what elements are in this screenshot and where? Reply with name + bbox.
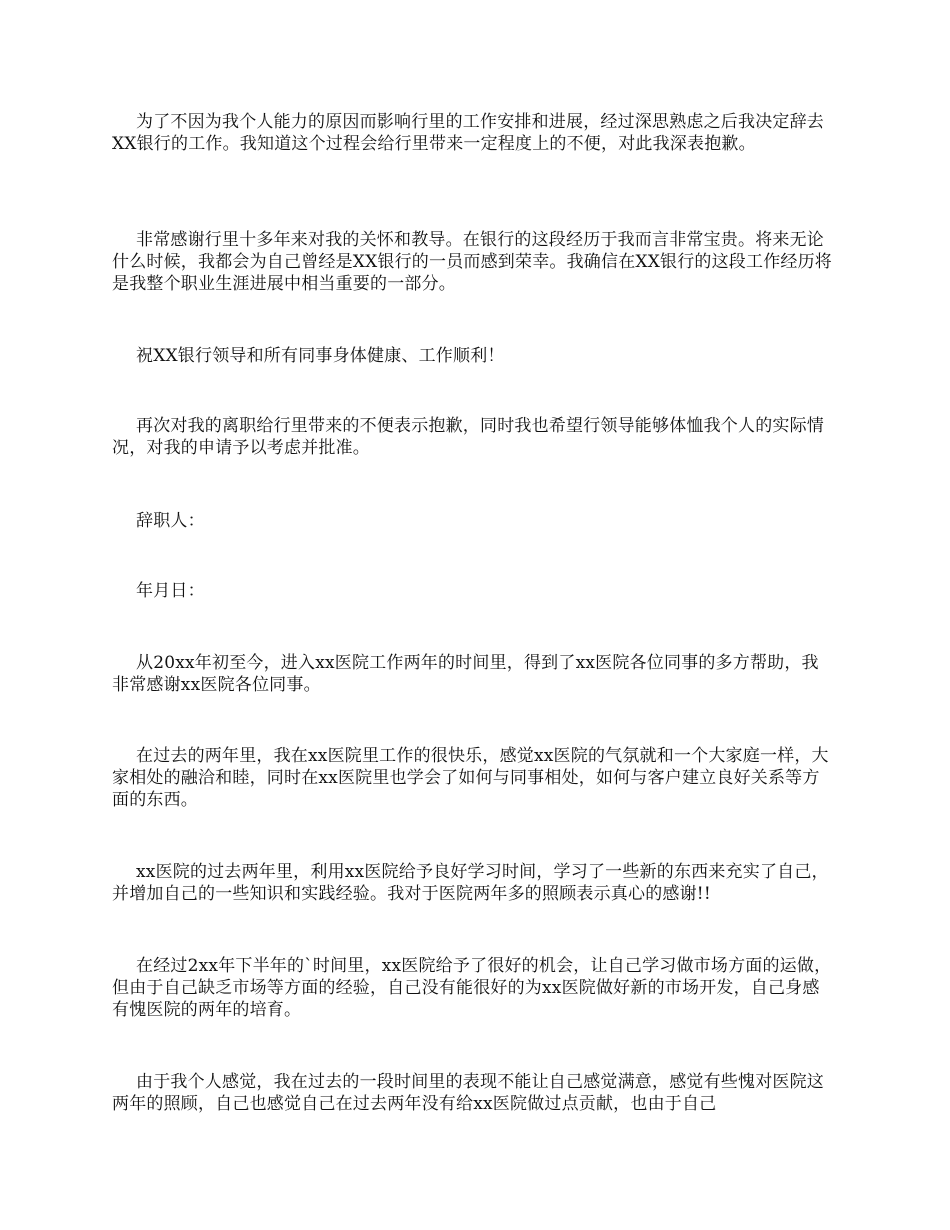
signature-line: 辞职人： xyxy=(136,511,205,531)
paragraph-resignation-intro: 为了不因为我个人能力的原因而影响行里的工作安排和进展，经过深思熟虑之后我决定辞去XX银行的工作。我知道这个过程会给行里带来一定程度上的不便，对此我深表抱歉。 xyxy=(112,112,824,154)
paragraph-hospital-learning: xx医院的过去两年里，利用xx医院给予良好学习时间，学习了一些新的东西来充实了自己，并增加自己的一些知识和实践经验。我对于医院两年多的照顾表示真心的感谢!! xyxy=(112,862,829,904)
paragraph-self-evaluation: 由于我个人感觉，我在过去的一段时间里的表现不能让自己感觉满意，感觉有些愧对医院这两年的照顾，自己也感觉自己在过去两年没有给xx医院做过点贡献，也由于自己 xyxy=(112,1072,824,1114)
paragraph-hospital-experience: 在过去的两年里，我在xx医院里工作的很快乐，感觉xx医院的气氛就和一个大家庭一样，大家相处的融洽和睦，同时在xx医院里也学会了如何与同事相处，如何与客户建立良好关系等方面的东西。 xyxy=(112,746,829,810)
paragraph-wishes: 祝XX银行领导和所有同事身体健康、工作顺利！ xyxy=(136,346,505,366)
paragraph-gratitude: 非常感谢行里十多年来对我的关怀和教导。在银行的这段经历于我而言非常宝贵。将来无论什么时候，我都会为自己曾经是XX银行的一员而感到荣幸。我确信在XX银行的这段工作经历将是我整个职业生涯进展中相当重要的一部分。 xyxy=(112,230,833,294)
date-line: 年月日： xyxy=(136,581,205,601)
paragraph-hospital-intro: 从20xx年初至今，进入xx医院工作两年的时间里，得到了xx医院各位同事的多方帮助，我非常感谢xx医院各位同事。 xyxy=(112,653,819,695)
paragraph-hospital-market: 在经过2xx年下半年的`时间里，xx医院给予了很好的机会，让自己学习做市场方面的运做，但由于自己缺乏市场等方面的经验，自己没有能很好的为xx医院做好新的市场开发，自己身感有愧医院的两年的培育。 xyxy=(112,956,832,1020)
paragraph-apology: 再次对我的离职给行里带来的不便表示抱歉，同时我也希望行领导能够体恤我个人的实际情况，对我的申请予以考虑并批准。 xyxy=(112,416,824,458)
